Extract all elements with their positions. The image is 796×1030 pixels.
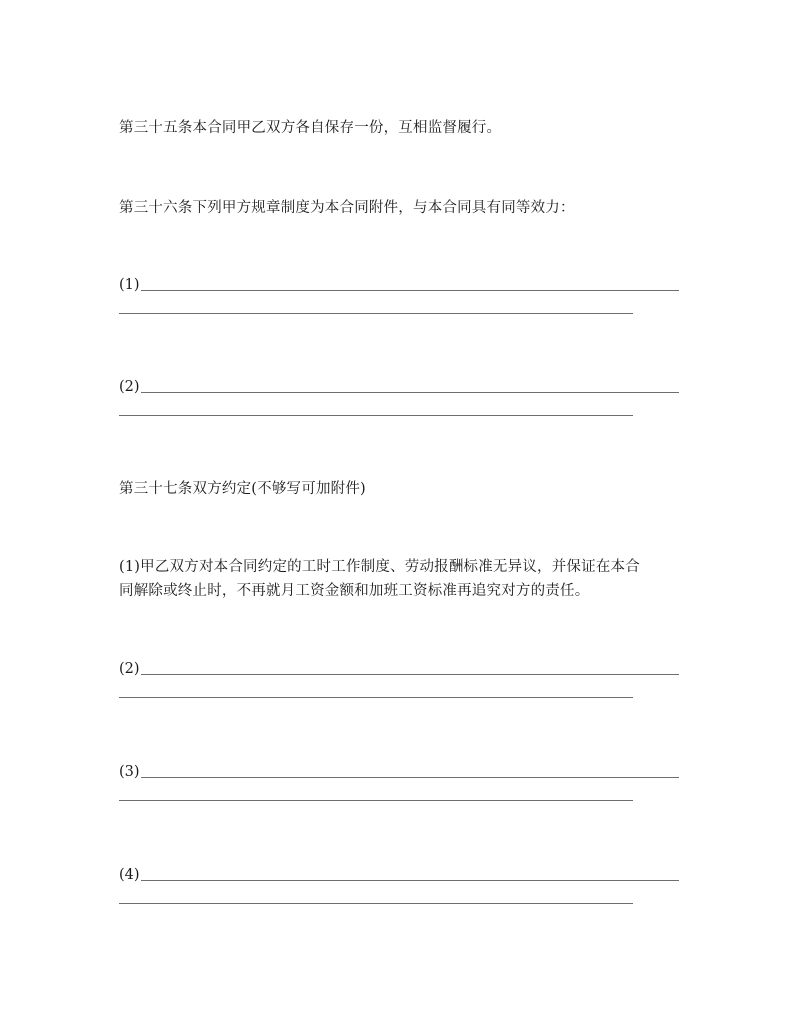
article-37-blank-2 (119, 660, 679, 700)
fill-in-line (119, 313, 633, 314)
fill-in-line (119, 415, 633, 416)
item-number: (4) (119, 867, 140, 883)
fill-in-line (119, 800, 633, 801)
fill-in-line (141, 777, 679, 778)
item-number: (3) (119, 764, 140, 780)
article-37-item-1-line-2: 同解除或终止时，不再就月工资金额和加班工资标准再追究对方的责任。 (119, 583, 590, 599)
article-37: 第三十七条双方约定(不够写可加附件) (119, 481, 366, 497)
item-number: (2) (119, 661, 140, 677)
article-36-blank-2 (119, 378, 679, 418)
article-35: 第三十五条本合同甲乙双方各自保存一份，互相监督履行。 (119, 120, 502, 136)
fill-in-line (119, 903, 633, 904)
fill-in-line (141, 392, 679, 393)
fill-in-line (141, 290, 679, 291)
article-37-blank-3 (119, 763, 679, 803)
fill-in-line (141, 674, 679, 675)
article-37-item-1 (119, 555, 679, 603)
fill-in-line (141, 880, 679, 881)
article-37-item-1-line-1: (1)甲乙双方对本合同约定的工时工作制度、劳动报酬标准无异议，并保证在本合 (119, 559, 640, 575)
item-number: (1) (119, 277, 140, 293)
article-36-blank-1 (119, 276, 679, 316)
article-36: 第三十六条下列甲方规章制度为本合同附件，与本合同具有同等效力： (119, 200, 575, 216)
article-37-blank-4 (119, 866, 679, 906)
fill-in-line (119, 697, 633, 698)
item-number: (2) (119, 379, 140, 395)
